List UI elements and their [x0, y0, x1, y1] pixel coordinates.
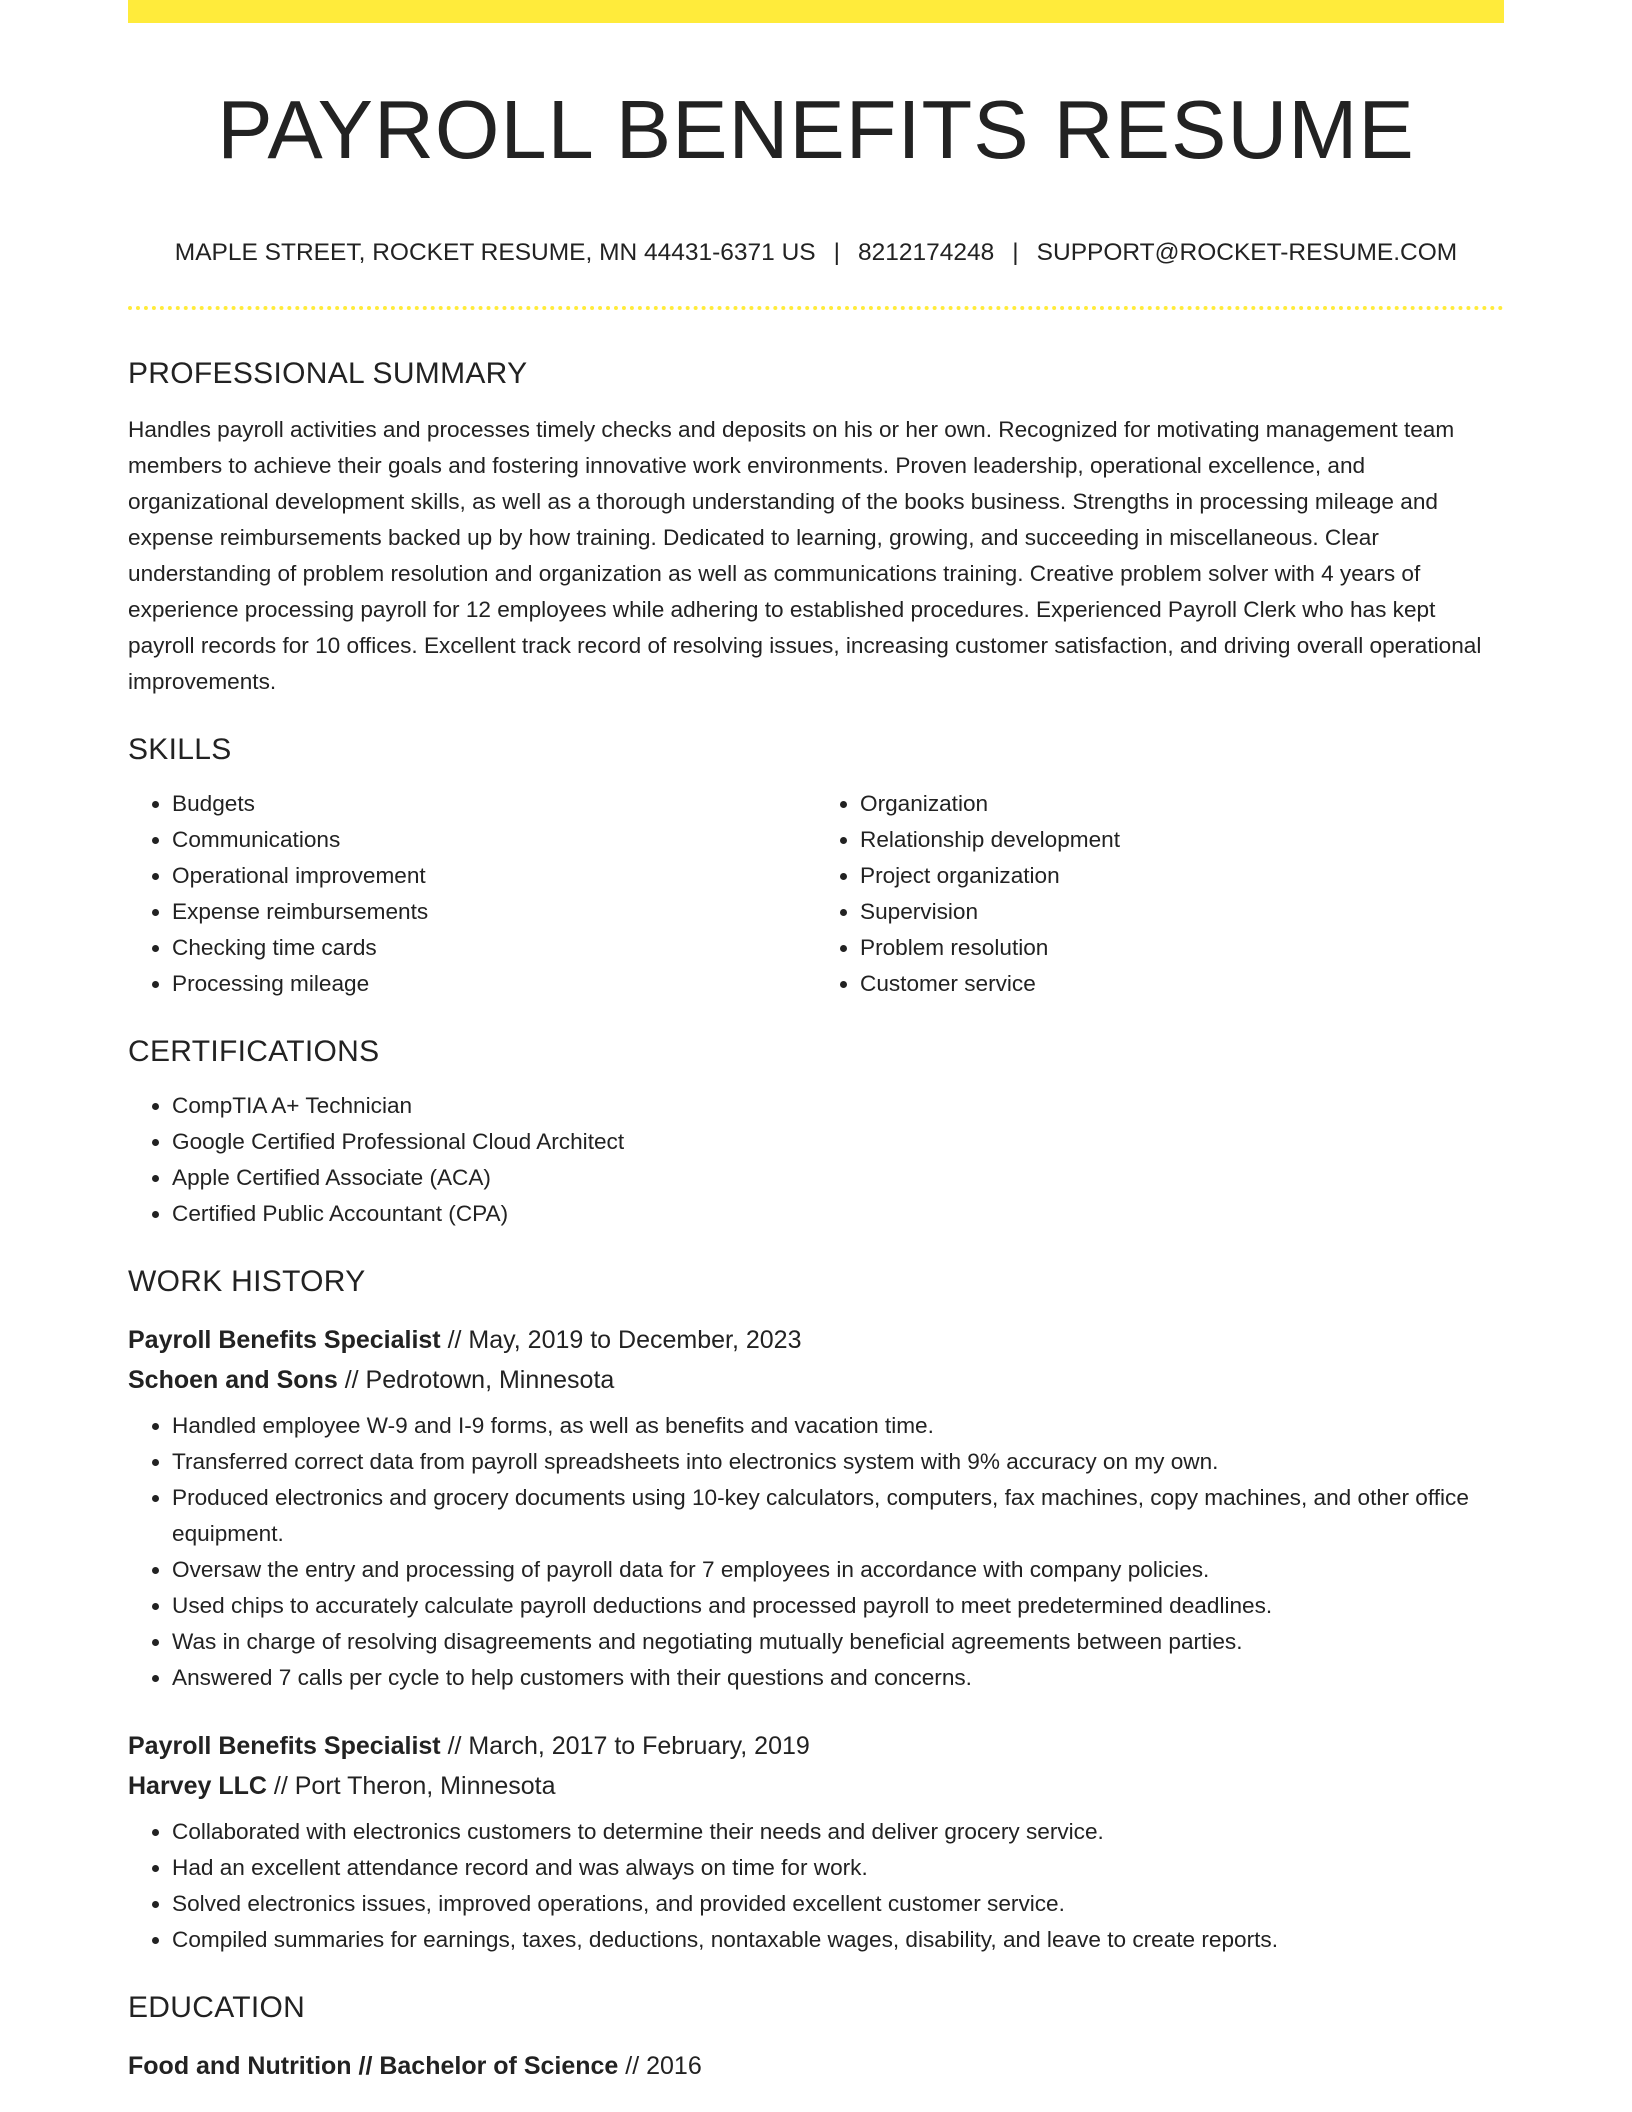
job-dates: // May, 2019 to December, 2023 — [440, 1326, 802, 1354]
job-location: // Pedrotown, Minnesota — [337, 1366, 615, 1394]
certifications-section — [128, 1030, 1504, 1232]
section-heading-skills: SKILLS — [128, 733, 232, 766]
section-heading-education: EDUCATION — [128, 1991, 306, 2024]
job-bullet: • Used chips to accurately calculate payroll deductions and processed payroll to meet predetermined deadlines. — [172, 1588, 1504, 1624]
job-bullet: • Oversaw the entry and processing of payroll data for 7 employees in accordance with company policies. — [172, 1552, 1504, 1588]
skill-item: • Problem resolution — [860, 930, 1504, 966]
skill-item: • Budgets — [172, 786, 816, 822]
job-title: Payroll Benefits Specialist — [128, 1732, 441, 1760]
skill-item: • Organization — [860, 786, 1504, 822]
section-heading-work-history: WORK HISTORY — [128, 1265, 366, 1298]
separator: | — [1012, 239, 1019, 266]
skills-list-right — [816, 786, 1504, 1002]
job-bullet: • Compiled summaries for earnings, taxes, deductions, nontaxable wages, disability, and leave to create reports. — [172, 1922, 1504, 1958]
work-history-section — [128, 1260, 1504, 1958]
skill-item: • Supervision — [860, 894, 1504, 930]
separator: | — [833, 239, 841, 266]
resume-page — [128, 0, 1504, 2080]
job-company: Harvey LLC — [128, 1772, 267, 1800]
skill-item: • Processing mileage — [172, 966, 816, 1002]
skill-item: • Expense reimbursements — [172, 894, 816, 930]
job-bullets — [128, 1814, 1504, 1958]
job-bullet: • Answered 7 calls per cycle to help customers with their questions and concerns. — [172, 1660, 1504, 1696]
address: MAPLE STREET, ROCKET RESUME, MN 44431-6371 US — [174, 239, 816, 266]
accent-bar — [128, 0, 1504, 23]
education-year: // 2016 — [618, 2052, 702, 2080]
dotted-divider — [128, 306, 1504, 310]
job-title-line — [128, 1726, 1504, 1766]
job-entry — [128, 1726, 1504, 1958]
section-heading-summary: PROFESSIONAL SUMMARY — [128, 357, 528, 390]
skill-item: • Operational improvement — [172, 858, 816, 894]
job-bullet: • Transferred correct data from payroll spreadsheets into electronics system with 9% accuracy on my own. — [172, 1444, 1504, 1480]
skill-item: • Customer service — [860, 966, 1504, 1002]
education-degree: Food and Nutrition // Bachelor of Science — [128, 2052, 619, 2080]
job-entry — [128, 1320, 1504, 1696]
education-section — [128, 1986, 1504, 2086]
skill-item: • Communications — [172, 822, 816, 858]
contact-line — [128, 236, 1504, 270]
certification-item: • Google Certified Professional Cloud Architect — [172, 1124, 1504, 1160]
skill-item: • Project organization — [860, 858, 1504, 894]
email: SUPPORT@ROCKET-RESUME.COM — [1036, 239, 1458, 266]
skills-section — [128, 728, 1504, 1002]
certification-item: • Certified Public Accountant (CPA) — [172, 1196, 1504, 1232]
skill-item: • Checking time cards — [172, 930, 816, 966]
certification-item: • CompTIA A+ Technician — [172, 1088, 1504, 1124]
job-company: Schoen and Sons — [128, 1366, 338, 1394]
job-bullet: • Handled employee W-9 and I-9 forms, as well as benefits and vacation time. — [172, 1408, 1504, 1444]
certification-item: • Apple Certified Associate (ACA) — [172, 1160, 1504, 1196]
resume-content — [128, 352, 1504, 2086]
education-entry — [128, 2046, 1504, 2086]
job-company-line — [128, 1766, 1504, 1806]
job-company-line — [128, 1360, 1504, 1400]
job-bullet: • Had an excellent attendance record and was always on time for work. — [172, 1850, 1504, 1886]
job-dates: // March, 2017 to February, 2019 — [440, 1732, 810, 1760]
job-bullet: • Solved electronics issues, improved operations, and provided excellent customer service. — [172, 1886, 1504, 1922]
job-bullet: • Was in charge of resolving disagreements and negotiating mutually beneficial agreements between parties. — [172, 1624, 1504, 1660]
job-bullet: • Collaborated with electronics customers to determine their needs and deliver grocery service. — [172, 1814, 1504, 1850]
skills-columns — [128, 786, 1504, 1002]
summary-text: Handles payroll activities and processes timely checks and deposits on his or her own. Recognized for motivating management team members to achieve their goals and fostering innovative work environments. Proven leadership, operational excellence, and organizational development skills, as well as a thorough understanding of the books business. Strengths in processing mileage and expense reimbursements backed up by how training. Dedicated to learning, growing, and succeeding in miscellaneous. Clear understanding of problem resolution and organization as well as communications training. Creative problem solver with 4 years of experience processing payroll for 12 employees while adhering to established procedures. Experienced Payroll Clerk who has kept payroll records for 10 offices. Excellent track record of resolving issues, increasing customer satisfaction, and driving overall operational improvements. — [128, 417, 1482, 694]
job-location: // Port Theron, Minnesota — [266, 1772, 556, 1800]
job-bullet: • Produced electronics and grocery documents using 10-key calculators, computers, fax machines, copy machines, and other office equipment. — [172, 1480, 1504, 1552]
phone: 8212174248 — [858, 239, 995, 266]
skills-list-left — [128, 786, 816, 1002]
job-title-line — [128, 1320, 1504, 1360]
certifications-list — [128, 1088, 1504, 1232]
section-heading-certifications: CERTIFICATIONS — [128, 1035, 380, 1068]
job-title: Payroll Benefits Specialist — [128, 1326, 441, 1354]
job-bullets — [128, 1408, 1504, 1696]
summary-section — [128, 352, 1504, 700]
skill-item: • Relationship development — [860, 822, 1504, 858]
resume-title: PAYROLL BENEFITS RESUME — [217, 83, 1415, 176]
